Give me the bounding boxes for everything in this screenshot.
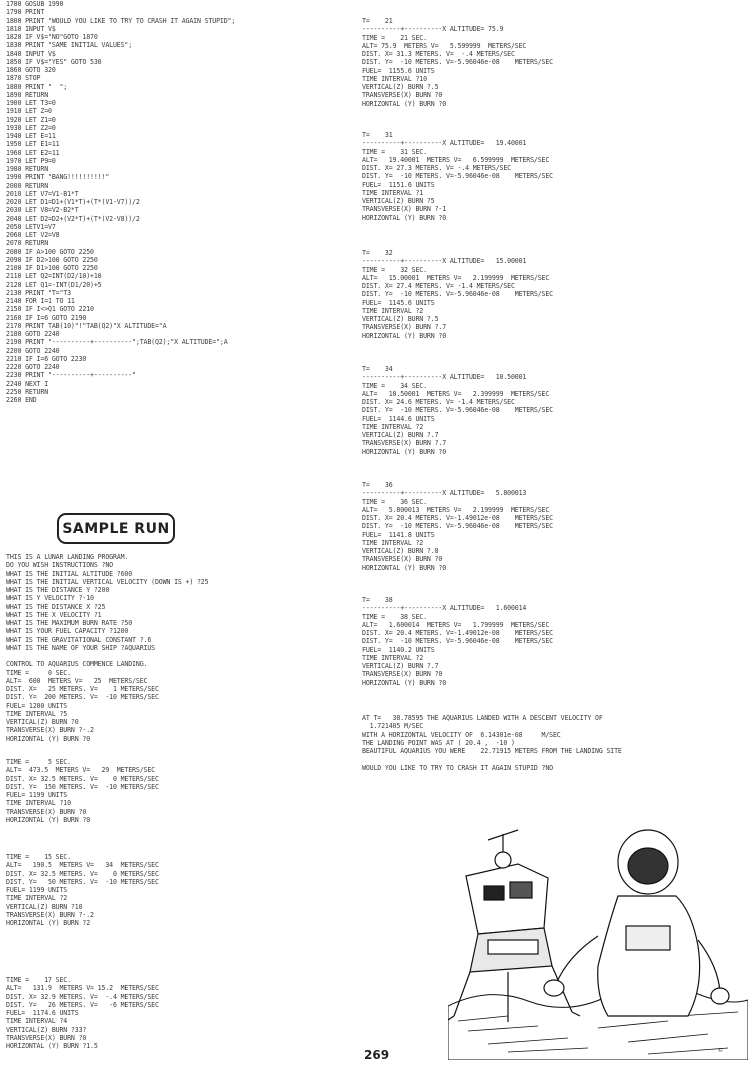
run-output-right-1: T= 21 ----------+----------X ALTITUDE= 75.9 TIME = 21 SEC. ALT= 75.9 METERS V= 5.599999 METERS/SEC DIST. X= 31.3 METERS. V= -.4 METERS/SEC DIST. Y= -10 METERS. V=-5.96046e-08 METERS/SEC FUEL= 1155.6 UNITS TIME INTERVAL ?10 VERTICAL(Z) BURN ?.5 TRANSVERSE(X) BURN ?0 HORIZONTAL (Y) BURN ?0 xyxy=(362,17,553,108)
run-output-right-3: T= 32 ----------+----------X ALTITUDE= 15.00001 TIME = 32 SEC. ALT= 15.00001 METERS V= 2.199999 METERS/SEC DIST. X= 27.4 METERS. V= -1.4 METERS/SEC DIST. Y= -10 METERS. V=-5.96046e-08 METERS/SEC FUEL= 1145.6 UNITS TIME INTERVAL ?2 VERTICAL(Z) BURN ?.5 TRANSVERSE(X) BURN ?.7 HORIZONTAL (Y) BURN ?0 xyxy=(362,249,553,340)
astronaut-lunar-module-illustration xyxy=(448,816,748,1060)
run-output-right-2: T= 31 ----------+----------X ALTITUDE= 19.40001 TIME = 31 SEC. ALT= 19.40001 METERS V= 6.599999 METERS/SEC DIST. X= 27.3 METERS. V= -.4 METERS/SEC DIST. Y= -10 METERS. V=-5.96046e-08 METERS/SEC FUEL= 1151.6 UNITS TIME INTERVAL ?1 VERTICAL(Z) BURN ?5 TRANSVERSE(X) BURN ?-1 HORIZONTAL (Y) BURN ?0 xyxy=(362,131,553,222)
svg-text:©: © xyxy=(718,1048,723,1054)
run-output-left-1: TIME = 5 SEC. ALT= 473.5 METERS V= 29 METERS/SEC DIST. X= 32.5 METERS. V= 0 METERS/SEC DIST. Y= 150 METERS. V= -10 METERS/SEC FUEL= 1199 UNITS TIME INTERVAL ?10 TRANSVERSE(X) BURN ?0 HORIZONTAL (Y) BURN ?0 xyxy=(6,758,159,824)
page-number: 269 xyxy=(364,1048,390,1062)
landing-result: AT T= 38.78595 THE AQUARIUS LANDED WITH A DESCENT VELOCITY OF 1.721405 M/SEC WITH A HORIZONTAL VELOCITY OF 6.14301e-08 M/SEC THE LANDING POINT WAS AT ( 20.4 , -10 ) BEAUTIFUL AQUARIUS YOU WERE 22.71915 METERS FROM THE LANDING SITE WOULD YOU LIKE TO TRY TO CRASH IT AGAIN STUPID ?NO xyxy=(362,714,622,772)
sample-run-badge xyxy=(57,513,175,544)
run-output-left-2: TIME = 15 SEC. ALT= 190.5 METERS V= 34 METERS/SEC DIST. X= 32.5 METERS. V= 0 METERS/SEC DIST. Y= 50 METERS. V= -10 METERS/SEC FUEL= 1199 UNITS TIME INTERVAL ?2 VERTICAL(Z) BURN ?10 TRANSVERSE(X) BURN ?-.2 HORIZONTAL (Y) BURN ?2 xyxy=(6,853,159,927)
sample-run-intro: THIS IS A LUNAR LANDING PROGRAM. DO YOU WISH INSTRUCTIONS ?NO WHAT IS THE INITIAL ALTITUDE ?600 WHAT IS THE INITIAL VERTICAL VELOCITY (DOWN IS +) ?25 WHAT IS THE DISTANCE Y ?200 WHAT IS Y VELOCITY ?-10 WHAT IS THE DISTANCE X ?25 WHAT IS THE X VELOCITY ?1 WHAT IS THE MAXIMUM BURN RATE ?50 WHAT IS YOUR FUEL CAPACITY ?1200 WHAT IS THE GRAVITATIONAL CONSTANT ?.6 WHAT IS THE NAME OF YOUR SHIP ?AQUARIUS CONTROL TO AQUARIUS COMMENCE LANDING. TIME = 0 SEC. ALT= 600 METERS V= 25 METERS/SEC DIST. X= 25 METERS. V= 1 METERS/SEC DIST. Y= 200 METERS. V= -10 METERS/SEC FUEL= 1200 UNITS TIME INTERVAL ?5 VERTICAL(Z) BURN ?0 TRANSVERSE(X) BURN ?-.2 HORIZONTAL (Y) BURN ?0 xyxy=(6,553,209,743)
run-output-right-5: T= 36 ----------+----------X ALTITUDE= 5.800013 TIME = 36 SEC. ALT= 5.800013 METERS V= 2.199999 METERS/SEC DIST. X= 20.4 METERS. V=-1.49012e-08 METERS/SEC DIST. Y= -10 METERS. V=-5.96046e-08 METERS/SEC FUEL= 1141.8 UNITS TIME INTERVAL ?2 VERTICAL(Z) BURN ?.8 TRANSVERSE(X) BURN ?0 HORIZONTAL (Y) BURN ?0 xyxy=(362,481,553,572)
sample-run-label: SAMPLE RUN xyxy=(62,520,170,537)
run-output-left-3: TIME = 17 SEC. ALT= 131.9 METERS V= 15.2 METERS/SEC DIST. X= 32.9 METERS. V= -.4 METERS/SEC DIST. Y= 26 METERS. V= -6 METERS/SEC FUEL= 1174.6 UNITS TIME INTERVAL ?4 VERTICAL(Z) BURN ?33? TRANSVERSE(X) BURN ?0 HORIZONTAL (Y) BURN ?1.5 xyxy=(6,976,159,1050)
run-output-right-4: T= 34 ----------+----------X ALTITUDE= 10.50001 TIME = 34 SEC. ALT= 10.50001 METERS V= 2.399999 METERS/SEC DIST. X= 24.6 METERS. V= -1.4 METERS/SEC DIST. Y= -10 METERS. V=-5.96046e-08 METERS/SEC FUEL= 1144.6 UNITS TIME INTERVAL ?2 VERTICAL(Z) BURN ?.7 TRANSVERSE(X) BURN ?.7 HORIZONTAL (Y) BURN ?0 xyxy=(362,365,553,456)
program-listing: 1780 GOSUB 1990 1790 PRINT 1800 PRINT "WOULD YOU LIKE TO TRY TO CRASH IT AGAIN STUPID"; 1810 INPUT V$ 1820 IF V$="NO"GOTO 1870 1830 PRINT "SAME INITIAL VALUES"; 1840 INPUT V$ 1850 IF V$="YES" GOTO 530 1860 GOTO 320 1870 STOP 1880 PRINT " "; 1890 RETURN 1900 LET T3=0 1910 LET Z=0 1920 LET Z1=0 1930 LET Z2=0 1940 LET E=11 1950 LET E1=11 1960 LET E2=11 1970 LET P9=0 1980 RETURN 1990 PRINT "BANG!!!!!!!!!!" 2000 RETURN 2010 LET V7=V1-B1*T 2020 LET D1=D1+(V1*T)+(T*(V1-V7))/2 2030 LET V8=V2-B2*T 2040 LET D2=D2+(V2*T)+(T*(V2-V8))/2 2050 LETV1=V7 2060 LET V2=V8 2070 RETURN 2080 IF A>100 GOTO 2250 2090 IF D2>100 GOTO 2250 2100 IF D1>100 GOTO 2250 2110 LET Q2=INT(D2/10)+10 2120 LET Q1=-INT(D1/20)+5 2130 PRINT "T="T3 2140 FOR I=1 TO 11 2150 IF I<>Q1 GOTO 2210 2160 IF I=6 GOTO 2190 2170 PRINT TAB(10)"!"TAB(Q2)"X ALTITUDE="A 2180 GOTO 2240 2190 PRINT "----------+----------";TAB(Q2);"X ALTITUDE=";A 2200 GOTO 2240 2210 IF I=6 GOTO 2230 2220 GOTO 2240 2230 PRINT "----------+----------" 2240 NEXT I 2250 RETURN 2260 END xyxy=(6,0,236,404)
run-output-right-6: T= 38 ----------+----------X ALTITUDE= 1.600014 TIME = 38 SEC. ALT= 1.600014 METERS V= 1.799999 METERS/SEC DIST. X= 20.4 METERS. V=-1.49012e-08 METERS/SEC DIST. Y= -10 METERS. V=-5.96046e-08 METERS/SEC FUEL= 1140.2 UNITS TIME INTERVAL ?2 VERTICAL(Z) BURN ?.7 TRANSVERSE(X) BURN ?0 HORIZONTAL (Y) BURN ?0 xyxy=(362,596,553,687)
